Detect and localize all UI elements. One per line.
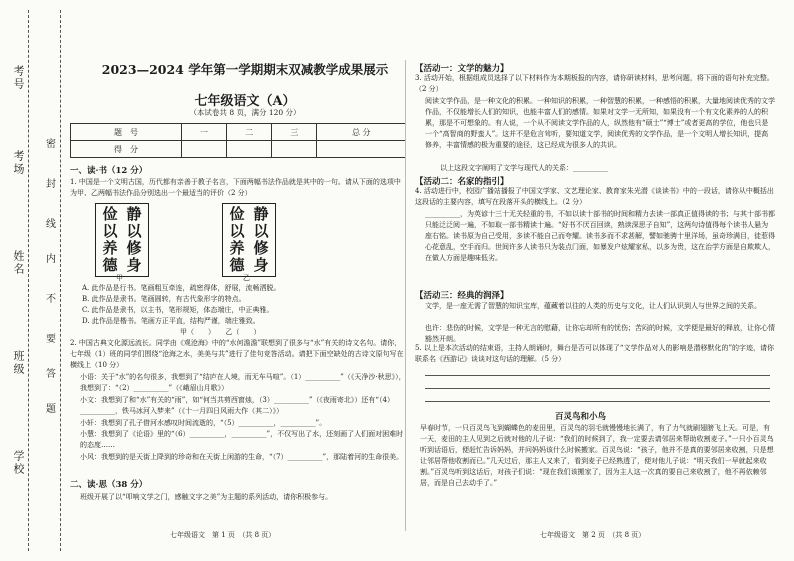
score-header-row [71, 124, 406, 141]
score-cell: 二 [227, 124, 272, 141]
section-1-heading: 一、读·书（12 分） [70, 166, 148, 176]
score-table [70, 123, 406, 158]
score-cell: 题 号 [71, 124, 182, 141]
activity-intro: 班级开展了以“叩响文学之门，感触文字之美”为主题的系列活动，请你积极参与。 [80, 493, 333, 501]
name-field[interactable]: 姓名 [12, 250, 25, 276]
calligraphy-yi [222, 203, 276, 277]
label-yi: 乙 [243, 274, 250, 282]
callig-char: 以 [102, 222, 118, 240]
seal-char: 内 [46, 254, 56, 265]
question-3: 3. 活动开始，根据组成员选择了以下材料作为本期板报的内容，请你研读材料，思考问题，将下面的语句补充完整。（2 分） [415, 74, 774, 93]
option-c: C. 此作品是隶书，以主书，笔形规矩，体态端庄，中正典雅。 [82, 306, 274, 314]
seal-char: 线 [46, 219, 56, 230]
callig-char: 身 [126, 256, 142, 274]
activity-2-heading: 【活动二：名家的指引】 [415, 177, 509, 187]
callig-char: 养 [229, 239, 245, 257]
dialogue-2[interactable]: 小文：我想到了和“水”有关的“雨”，如“何当共剪西窗烛，（3）__________”（《夜雨寄北》）还有“（4）__________，铁马冰河入梦来”（《十一月四日风雨大作（其二）》） [80, 396, 394, 415]
question-1: 1. 中国是一个文明古国，历代都有亲善于教子名言，下面两幅书法作品就是其中的一句。请从下面的选项中为甲、乙两幅书法作品分别选出一个最适当的评价（2 分） [70, 178, 401, 197]
score-input[interactable] [227, 141, 272, 158]
story-title: 百灵鸟和小鸟 [555, 412, 607, 422]
school-field[interactable]: 学校 [12, 450, 25, 476]
room-field[interactable]: 考场 [12, 150, 25, 176]
option-d: D. 此作品是楷书。笔画方正平直，结构严谨，端庄雅致。 [82, 317, 260, 325]
page-divider [405, 60, 406, 531]
score-cell: 一 [181, 124, 226, 141]
seal-char: 要 [46, 334, 56, 345]
score-input[interactable] [317, 141, 406, 158]
class-field[interactable]: 班级 [12, 350, 25, 376]
section-2-heading: 二、读·思（38 分） [70, 480, 148, 490]
score-cell: 三 [272, 124, 317, 141]
seal-char: 密 [46, 139, 56, 150]
answer-line[interactable] [425, 388, 770, 389]
answer-blank-q3[interactable]: 以上这段文字阐明了文学与现代人的关系：__________ [440, 164, 608, 172]
answer-line[interactable] [425, 401, 770, 402]
seal-char: 题 [46, 404, 56, 415]
activity-1-heading: 【活动一：文学的魅力】 [415, 64, 509, 74]
dialogue-1[interactable]: 小语：关于“水”的名句很多，我想到了“结庐在人境，而无车马喧”。（1）__________”（《天净沙·秋思》），我想到了：“（2）__________”（《峨眉山月歌》） [80, 373, 406, 392]
score-input[interactable] [181, 141, 226, 158]
number-field[interactable]: 考号 [12, 65, 25, 91]
callig-char: 德 [102, 256, 118, 274]
question-2: 2. 中国古典文化源远流长。同学由《观沧海》中的“水何澹澹”联想到了很多与“水”有关的诗文名句。请你，七年级（1）班的同学们围绕“沧海之水，美美与共”进行了佳句竞答活动。请把下面空缺处的古诗文原句写在横线上（10 分） [70, 339, 404, 369]
activity-3-heading: 【活动三：经典的润泽】 [415, 291, 509, 301]
callig-char: 以 [126, 222, 142, 240]
callig-char: 俭 [102, 205, 118, 223]
score-cell: 得 分 [71, 141, 182, 158]
callig-char: 养 [102, 239, 118, 257]
callig-char: 身 [253, 256, 269, 274]
exam-note: （本试卷共 8 页，满分 120 分） [189, 108, 301, 117]
dialogue-5[interactable]: 小风：我想到的是天街上降到的珍奇和在天街上闲游的生命，“（7）__________”，那陆着河的生命很美。 [80, 453, 404, 461]
answer-blank-q1[interactable]: 甲（ ） 乙（ ） [180, 328, 261, 336]
page-footer-right: 七年级语文 第 2 页 （共 8 页） [540, 531, 646, 539]
label-jia: 甲 [116, 274, 123, 282]
page-footer-left: 七年级语文 第 1 页 （共 8 页） [170, 531, 276, 539]
passage-3b: 也许：悲伤的时候，文学是一种无言的慰藉，让你忘却所有的忧伤；苦闷的时候，文学便是最好的释放，让你心情豁然开朗。 [425, 324, 775, 343]
binding-line-inner [60, 10, 61, 551]
question-4: 4. 活动进行中，校园广播站播报了中国文学家、文艺理论家、教育家朱光潜《谈读书》中的一段话，请你从中概括出这段话的主要内容，填写在段落开头的横线上。（2 分） [415, 187, 774, 206]
option-a: A. 此作品是行书。笔画粗互牵连，疏密得体，舒展，流畅洒脱。 [82, 284, 281, 292]
passage-2: __________，为英谚十三十无关轻重的书，不如以读十部书的时间和精力去读一部真正值得读的书；与其十部书都只能泛泛阅一遍，不如取一部书精读十遍。“好书不厌百回读，熟读深思子自知”，这两句诗值得每个读书人悬为座右铭。读书原为自己受用，多读不能自己而夸耀。读书多而不求甚解，譬如驰骋十里洋场，虽奇珍满目，徒惹得心花意乱，空手而归。世间许多人读书只为装点门面，如暴发户炫耀家私，以多为贵，这在治学方面是自欺欺人，在做人方面是趣味低劣。 [425, 210, 775, 262]
callig-char: 修 [253, 239, 269, 257]
callig-char: 静 [126, 205, 142, 223]
passage-3: 文学，是一座无需了智慧的知识宝库，蕴藏着以往的人类的历史与文化，让人们认识到人与世界之间的关系。 [425, 302, 761, 310]
callig-char: 以 [229, 222, 245, 240]
exam-title: 2023—2024 学年第一学期期末双减教学成果展示 [101, 62, 389, 77]
callig-char: 修 [126, 239, 142, 257]
seal-char: 不 [46, 294, 56, 305]
answer-line[interactable] [425, 375, 770, 376]
question-5: 5. 以上是本次活动的结束语，主持人朗诵时，舞台是否可以体现了“文学作品对人的影响是潜移默化的”的字迹，请你联系名《西游记》谈谈对这句话的理解。（5 分） [415, 344, 775, 363]
dialogue-4[interactable]: 小慧：我想到了《论语》里的“（6）__________，__________”，不仅写出了水，还刻画了人们面对困难时的态度…… [80, 430, 404, 449]
exam-subject: 七年级语文（A） [194, 94, 296, 109]
seal-char: 答 [46, 369, 56, 380]
score-input[interactable] [272, 141, 317, 158]
score-cell: 总 分 [317, 124, 406, 141]
dialogue-3[interactable]: 小轩：我想到了孔子借河水感叹时间流逝的，“（5）__________，__________”。 [80, 419, 327, 427]
callig-char: 德 [229, 256, 245, 274]
binding-line-outer [28, 10, 29, 551]
callig-char: 俭 [229, 205, 245, 223]
passage-1: 阅读文学作品，是一种文化的积累。一种知识的积累，一种智慧的积累，一种感悟的积累，大量地阅读优秀的文学作品，不仅能增长人们的知识，也能丰富人们的感情。如果对文学一无所知，如果没有一个有文化素养的人的积累，那是不可想象的。有人说，一个从不阅读文学作品的人，纵然他有“硕士”“博士”或者更高的学位，他也只是一个“高智商的野蛮人”。这并不是危言耸听，要知道文学，阅读优秀的文学作品，是一个文明人增长知识，提高修养，丰富情感的极为重要的途径，这已经成为很多人的共识。 [425, 97, 775, 149]
option-b: B. 此作品是隶书。笔画圆转，有古代象形字的特点。 [82, 295, 246, 303]
callig-char: 以 [253, 222, 269, 240]
callig-char: 静 [253, 205, 269, 223]
score-value-row [71, 141, 406, 158]
calligraphy-jia [95, 203, 149, 277]
story-text: 早春时节，一只百灵鸟飞到蝴蝶色的麦田里，百灵鸟的羽毛就慢慢地长满了，有了力气就刷翅膀飞上天。可是，有一天，麦田的主人见到之后就对他的儿子说：“我们的时候到了，我一定要去请邻居来帮助收割麦子。”一只小百灵鸟听到话语后，便赶忙告诉妈妈，并问妈妈该什么时候搬家。百灵鸟说：“孩子，他并不是真的要邻居来收割，只是想让邻居帮他收割而已。”几天过后，那主人又来了，看到麦子已经熟透了，便对他儿子说：“明天我们一早就起来收割。”百灵鸟听到这话后，对孩子们说：“现在我们该搬家了，因为主人这一次真的要自己来收割了，他不再依赖邻居，而是自己去动手了。” [420, 424, 774, 487]
seal-char: 封 [46, 179, 56, 190]
